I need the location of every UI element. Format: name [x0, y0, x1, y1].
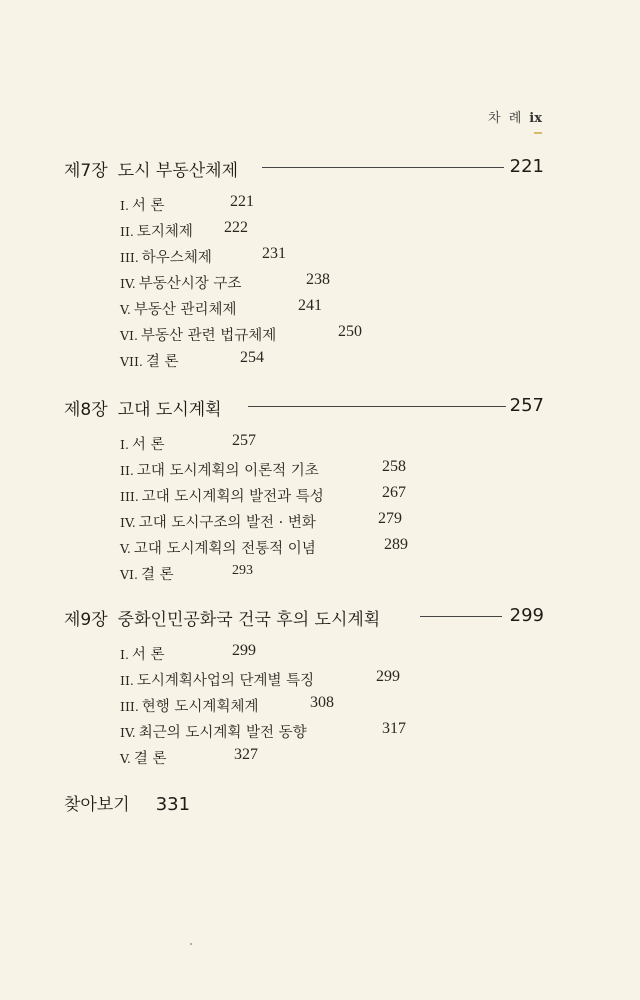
chapter-page: 257 — [509, 395, 544, 416]
section-title: 부동산 관리체제 — [133, 302, 237, 318]
section-number: III. — [120, 699, 139, 714]
section-item — [120, 642, 256, 664]
chapter-7 — [64, 156, 544, 370]
chapter-9 — [64, 605, 544, 767]
section-item — [120, 245, 286, 267]
section-title: 고대 도시계획의 발전과 특성 — [141, 489, 324, 505]
chapter-8 — [64, 395, 544, 583]
section-number: IV. — [120, 725, 136, 740]
section-number: I. — [120, 647, 129, 662]
section-number: VI. — [120, 328, 138, 343]
section-item — [120, 349, 264, 371]
header-page-number: ix — [529, 111, 542, 126]
section-item — [120, 720, 406, 742]
chapter-number: 제7장 — [64, 161, 108, 181]
section-title: 결 론 — [140, 567, 174, 583]
section-page: 221 — [230, 193, 254, 210]
section-item — [120, 484, 406, 506]
section-page: 258 — [382, 458, 406, 475]
section-title: 서 론 — [131, 647, 165, 663]
section-item — [120, 458, 406, 480]
section-number: IV. — [120, 276, 136, 291]
section-item — [120, 297, 322, 319]
section-title: 도시계획사업의 단계별 특징 — [136, 673, 315, 689]
section-number: III. — [120, 489, 139, 504]
section-item — [120, 563, 253, 584]
section-number: V. — [120, 751, 131, 766]
chapter-heading — [64, 605, 544, 635]
section-title: 고대 도시계획의 전통적 이념 — [133, 541, 316, 557]
section-page: 241 — [298, 297, 322, 314]
section-item — [120, 536, 408, 558]
section-page: 254 — [240, 349, 264, 366]
chapter-number: 제9장 — [64, 610, 108, 630]
section-page: 250 — [338, 323, 362, 340]
section-item — [120, 668, 400, 690]
chapter-heading — [64, 156, 544, 186]
chapter-page: 299 — [509, 605, 544, 626]
running-header — [488, 107, 542, 126]
section-number: II. — [120, 224, 134, 239]
section-title: 결 론 — [145, 354, 179, 370]
section-page: 299 — [232, 642, 256, 659]
section-title: 토지체제 — [136, 224, 193, 240]
section-title: 서 론 — [131, 198, 165, 214]
section-number: V. — [120, 302, 131, 317]
paper-speck — [190, 943, 192, 945]
index-entry — [64, 790, 190, 815]
section-number: II. — [120, 673, 134, 688]
chapter-label — [64, 395, 222, 420]
section-title: 고대 도시구조의 발전 · 변화 — [138, 515, 316, 531]
section-page: 267 — [382, 484, 406, 501]
section-item — [120, 193, 254, 215]
section-item — [120, 694, 334, 716]
section-item — [120, 271, 330, 293]
section-number: VII. — [120, 354, 143, 369]
chapter-label — [64, 605, 380, 630]
section-number: II. — [120, 463, 134, 478]
leader-rule — [248, 406, 506, 407]
section-title: 서 론 — [131, 437, 165, 453]
section-page: 289 — [384, 536, 408, 553]
section-page: 293 — [232, 563, 253, 578]
section-page: 238 — [306, 271, 330, 288]
index-title: 찾아보기 — [64, 795, 130, 815]
header-label: 차 례 — [488, 111, 524, 126]
section-page: 222 — [224, 219, 248, 236]
chapter-title: 중화인민공화국 건국 후의 도시계획 — [117, 610, 381, 630]
section-number: III. — [120, 250, 139, 265]
section-title: 하우스체제 — [141, 250, 212, 266]
section-page: 231 — [262, 245, 286, 262]
section-number: V. — [120, 541, 131, 556]
section-item — [120, 510, 402, 532]
section-title: 최근의 도시계획 발전 동향 — [138, 725, 307, 741]
chapter-title: 도시 부동산체제 — [117, 161, 239, 181]
chapter-title: 고대 도시계획 — [117, 400, 222, 420]
chapter-label — [64, 156, 238, 181]
leader-rule — [262, 167, 504, 168]
section-number: I. — [120, 437, 129, 452]
index-page: 331 — [155, 794, 191, 815]
section-title: 부동산시장 구조 — [138, 276, 242, 292]
leader-rule — [420, 616, 502, 617]
section-title: 부동산 관련 법규체제 — [140, 328, 277, 344]
section-page: 257 — [232, 432, 256, 449]
section-page: 279 — [378, 510, 402, 527]
section-item — [120, 746, 258, 768]
section-title: 고대 도시계획의 이론적 기초 — [136, 463, 319, 479]
section-number: I. — [120, 198, 129, 213]
section-number: VI. — [120, 567, 138, 582]
section-page: 299 — [376, 668, 400, 685]
section-item — [120, 432, 256, 454]
chapter-page: 221 — [509, 156, 544, 177]
section-item — [120, 219, 248, 241]
section-title: 현행 도시계획체계 — [141, 699, 259, 715]
section-page: 308 — [310, 694, 334, 711]
section-number: IV. — [120, 515, 136, 530]
section-page: 327 — [234, 746, 258, 763]
section-title: 결 론 — [133, 751, 167, 767]
header-mark — [534, 132, 542, 134]
chapter-number: 제8장 — [64, 400, 108, 420]
section-item — [120, 323, 362, 345]
section-page: 317 — [382, 720, 406, 737]
chapter-heading — [64, 395, 544, 425]
